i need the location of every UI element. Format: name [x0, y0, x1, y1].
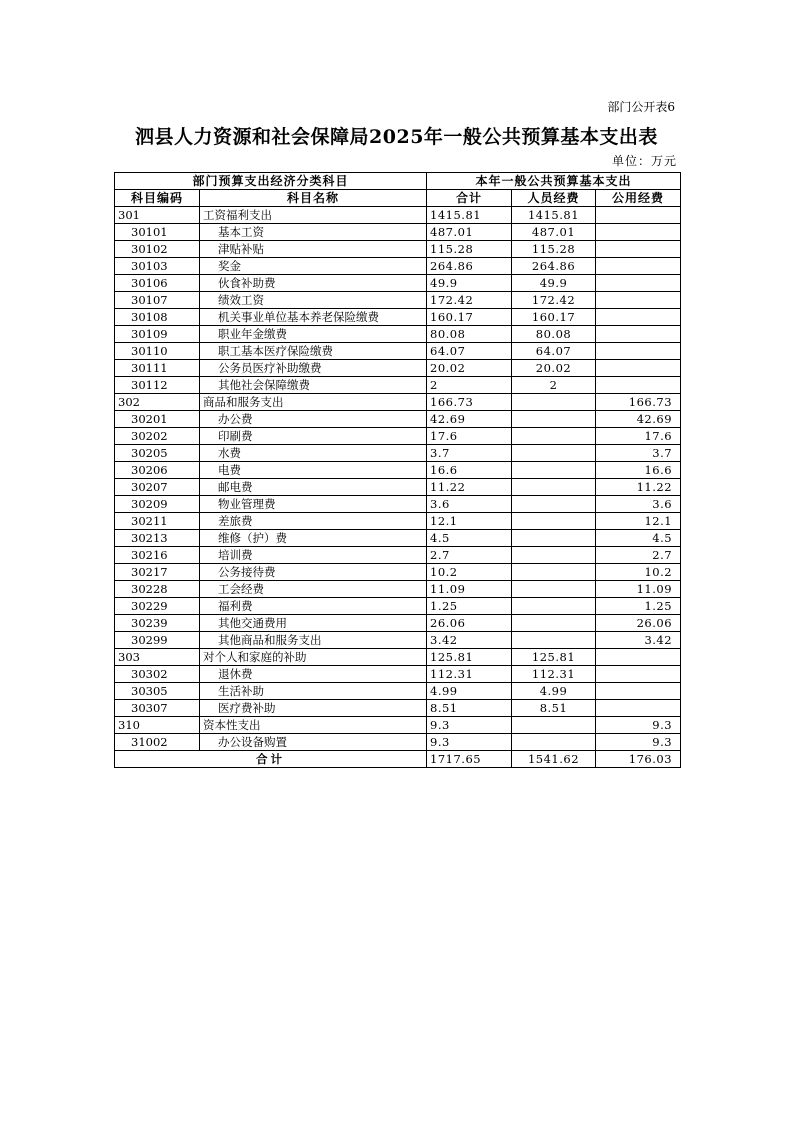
table-row — [115, 700, 681, 717]
row-total: 3.6 — [427, 496, 512, 513]
row-personnel: 4.99 — [512, 683, 596, 700]
table-row — [115, 224, 681, 241]
row-public — [596, 292, 681, 309]
table-row — [115, 292, 681, 309]
row-personnel — [512, 581, 596, 598]
row-public: 9.3 — [596, 717, 681, 734]
table-row — [115, 547, 681, 564]
row-personnel — [512, 411, 596, 428]
row-personnel: 264.86 — [512, 258, 596, 275]
row-total: 64.07 — [427, 343, 512, 360]
row-public: 2.7 — [596, 547, 681, 564]
row-total: 11.22 — [427, 479, 512, 496]
row-name: 水费 — [200, 445, 427, 462]
row-public: 4.5 — [596, 530, 681, 547]
row-personnel — [512, 547, 596, 564]
row-name: 职业年金缴费 — [200, 326, 427, 343]
table-row — [115, 445, 681, 462]
row-code: 30239 — [115, 615, 200, 632]
row-personnel: 115.28 — [512, 241, 596, 258]
row-name: 生活补助 — [200, 683, 427, 700]
row-total: 4.99 — [427, 683, 512, 700]
table-row — [115, 717, 681, 734]
table-row — [115, 309, 681, 326]
header-group-row — [115, 173, 681, 190]
row-public — [596, 649, 681, 666]
row-personnel — [512, 615, 596, 632]
page-title: 泗县人力资源和社会保障局2025年一般公共预算基本支出表 — [135, 126, 658, 148]
header-public: 公用经费 — [596, 190, 681, 207]
row-personnel: 64.07 — [512, 343, 596, 360]
table-row — [115, 241, 681, 258]
header-column-row — [115, 190, 681, 207]
row-code: 30201 — [115, 411, 200, 428]
row-code: 30209 — [115, 496, 200, 513]
row-code: 30299 — [115, 632, 200, 649]
table-row — [115, 530, 681, 547]
row-code: 30211 — [115, 513, 200, 530]
row-personnel: 8.51 — [512, 700, 596, 717]
row-total: 20.02 — [427, 360, 512, 377]
header-total: 合计 — [427, 190, 512, 207]
row-total: 8.51 — [427, 700, 512, 717]
table-row — [115, 513, 681, 530]
row-code: 301 — [115, 207, 200, 224]
row-public: 9.3 — [596, 734, 681, 751]
row-total: 26.06 — [427, 615, 512, 632]
table-row — [115, 258, 681, 275]
row-name: 办公费 — [200, 411, 427, 428]
row-total: 3.7 — [427, 445, 512, 462]
row-total: 115.28 — [427, 241, 512, 258]
row-personnel — [512, 598, 596, 615]
row-public: 3.6 — [596, 496, 681, 513]
row-code: 30229 — [115, 598, 200, 615]
row-public — [596, 207, 681, 224]
table-row — [115, 411, 681, 428]
table-row — [115, 377, 681, 394]
row-total: 160.17 — [427, 309, 512, 326]
row-total: 172.42 — [427, 292, 512, 309]
row-personnel: 1415.81 — [512, 207, 596, 224]
table-row — [115, 394, 681, 411]
row-code: 31002 — [115, 734, 200, 751]
table-row — [115, 462, 681, 479]
row-public — [596, 377, 681, 394]
row-total: 17.6 — [427, 428, 512, 445]
row-name: 物业管理费 — [200, 496, 427, 513]
row-name: 对个人和家庭的补助 — [200, 649, 427, 666]
row-code: 30217 — [115, 564, 200, 581]
row-public: 17.6 — [596, 428, 681, 445]
row-total: 11.09 — [427, 581, 512, 598]
row-personnel: 2 — [512, 377, 596, 394]
row-total: 9.3 — [427, 717, 512, 734]
row-name: 退休费 — [200, 666, 427, 683]
row-personnel — [512, 394, 596, 411]
row-public: 16.6 — [596, 462, 681, 479]
row-name: 医疗费补助 — [200, 700, 427, 717]
row-public — [596, 683, 681, 700]
table-row — [115, 666, 681, 683]
row-name: 职工基本医疗保险缴费 — [200, 343, 427, 360]
row-code: 30112 — [115, 377, 200, 394]
table-row — [115, 207, 681, 224]
header-personnel: 人员经费 — [512, 190, 596, 207]
row-name: 办公设备购置 — [200, 734, 427, 751]
table-row — [115, 683, 681, 700]
table-row — [115, 496, 681, 513]
row-personnel: 80.08 — [512, 326, 596, 343]
row-code: 30216 — [115, 547, 200, 564]
row-total: 1.25 — [427, 598, 512, 615]
row-personnel — [512, 717, 596, 734]
row-personnel — [512, 479, 596, 496]
header-name: 科目名称 — [200, 190, 427, 207]
row-personnel: 112.31 — [512, 666, 596, 683]
row-personnel: 487.01 — [512, 224, 596, 241]
row-name: 商品和服务支出 — [200, 394, 427, 411]
row-code: 30111 — [115, 360, 200, 377]
row-total: 2.7 — [427, 547, 512, 564]
row-name: 差旅费 — [200, 513, 427, 530]
row-public — [596, 224, 681, 241]
row-name: 机关事业单位基本养老保险缴费 — [200, 309, 427, 326]
row-total: 4.5 — [427, 530, 512, 547]
row-public — [596, 309, 681, 326]
total-label: 合计 — [115, 751, 427, 768]
header-code: 科目编码 — [115, 190, 200, 207]
row-code: 30102 — [115, 241, 200, 258]
row-code: 30101 — [115, 224, 200, 241]
row-name: 其他交通费用 — [200, 615, 427, 632]
row-public: 10.2 — [596, 564, 681, 581]
row-public: 12.1 — [596, 513, 681, 530]
row-total: 487.01 — [427, 224, 512, 241]
budget-table — [114, 172, 681, 768]
row-public — [596, 666, 681, 683]
row-public: 1.25 — [596, 598, 681, 615]
row-public: 42.69 — [596, 411, 681, 428]
row-name: 奖金 — [200, 258, 427, 275]
row-name: 其他社会保障缴费 — [200, 377, 427, 394]
row-name: 基本工资 — [200, 224, 427, 241]
row-total: 1415.81 — [427, 207, 512, 224]
row-code: 30103 — [115, 258, 200, 275]
row-name: 绩效工资 — [200, 292, 427, 309]
total-sum: 1717.65 — [427, 751, 512, 768]
table-row — [115, 615, 681, 632]
row-public: 166.73 — [596, 394, 681, 411]
row-name: 维修（护）费 — [200, 530, 427, 547]
table-row — [115, 428, 681, 445]
row-code: 30228 — [115, 581, 200, 598]
row-personnel: 49.9 — [512, 275, 596, 292]
row-name: 伙食补助费 — [200, 275, 427, 292]
row-name: 电费 — [200, 462, 427, 479]
row-total: 2 — [427, 377, 512, 394]
row-code: 30305 — [115, 683, 200, 700]
row-personnel: 20.02 — [512, 360, 596, 377]
row-name: 印刷费 — [200, 428, 427, 445]
row-code: 30106 — [115, 275, 200, 292]
row-public: 11.09 — [596, 581, 681, 598]
row-code: 30108 — [115, 309, 200, 326]
row-total: 49.9 — [427, 275, 512, 292]
total-personnel: 1541.62 — [512, 751, 596, 768]
row-name: 邮电费 — [200, 479, 427, 496]
row-total: 80.08 — [427, 326, 512, 343]
row-code: 30202 — [115, 428, 200, 445]
row-public: 3.42 — [596, 632, 681, 649]
row-public — [596, 258, 681, 275]
table-row — [115, 598, 681, 615]
row-name: 津贴补贴 — [200, 241, 427, 258]
row-personnel — [512, 513, 596, 530]
row-personnel — [512, 462, 596, 479]
row-name: 公务接待费 — [200, 564, 427, 581]
total-public: 176.03 — [596, 751, 681, 768]
total-row — [115, 751, 681, 768]
row-total: 125.81 — [427, 649, 512, 666]
row-total: 112.31 — [427, 666, 512, 683]
row-public — [596, 241, 681, 258]
row-personnel — [512, 564, 596, 581]
row-code: 30107 — [115, 292, 200, 309]
row-total: 3.42 — [427, 632, 512, 649]
row-name: 福利费 — [200, 598, 427, 615]
row-public — [596, 275, 681, 292]
row-name: 培训费 — [200, 547, 427, 564]
table-body — [115, 207, 681, 751]
row-personnel: 160.17 — [512, 309, 596, 326]
row-public: 3.7 — [596, 445, 681, 462]
row-code: 303 — [115, 649, 200, 666]
table-row — [115, 649, 681, 666]
row-name: 工资福利支出 — [200, 207, 427, 224]
row-public: 11.22 — [596, 479, 681, 496]
row-total: 16.6 — [427, 462, 512, 479]
row-code: 30110 — [115, 343, 200, 360]
table-row — [115, 326, 681, 343]
row-code: 30109 — [115, 326, 200, 343]
row-public — [596, 360, 681, 377]
row-code: 30206 — [115, 462, 200, 479]
row-code: 30207 — [115, 479, 200, 496]
row-total: 12.1 — [427, 513, 512, 530]
table-row — [115, 479, 681, 496]
row-total: 42.69 — [427, 411, 512, 428]
row-name: 工会经费 — [200, 581, 427, 598]
row-code: 30307 — [115, 700, 200, 717]
row-public: 26.06 — [596, 615, 681, 632]
row-public — [596, 326, 681, 343]
table-row — [115, 564, 681, 581]
row-name: 公务员医疗补助缴费 — [200, 360, 427, 377]
row-personnel — [512, 496, 596, 513]
row-public — [596, 700, 681, 717]
document-label: 部门公开表6 — [607, 100, 675, 114]
row-personnel — [512, 530, 596, 547]
table-row — [115, 581, 681, 598]
row-personnel: 172.42 — [512, 292, 596, 309]
table-row — [115, 734, 681, 751]
row-code: 30302 — [115, 666, 200, 683]
unit-label: 单位：万元 — [611, 154, 677, 168]
row-total: 9.3 — [427, 734, 512, 751]
row-code: 310 — [115, 717, 200, 734]
row-code: 302 — [115, 394, 200, 411]
row-personnel: 125.81 — [512, 649, 596, 666]
header-basic-expenditure: 本年一般公共预算基本支出 — [427, 173, 681, 190]
row-total: 166.73 — [427, 394, 512, 411]
row-personnel — [512, 632, 596, 649]
row-personnel — [512, 428, 596, 445]
row-code: 30205 — [115, 445, 200, 462]
row-name: 其他商品和服务支出 — [200, 632, 427, 649]
table-row — [115, 343, 681, 360]
table-row — [115, 632, 681, 649]
row-code: 30213 — [115, 530, 200, 547]
row-name: 资本性支出 — [200, 717, 427, 734]
row-personnel — [512, 734, 596, 751]
row-total: 264.86 — [427, 258, 512, 275]
table-row — [115, 275, 681, 292]
row-public — [596, 343, 681, 360]
header-economic-classification: 部门预算支出经济分类科目 — [115, 173, 427, 190]
row-personnel — [512, 445, 596, 462]
row-total: 10.2 — [427, 564, 512, 581]
table-row — [115, 360, 681, 377]
